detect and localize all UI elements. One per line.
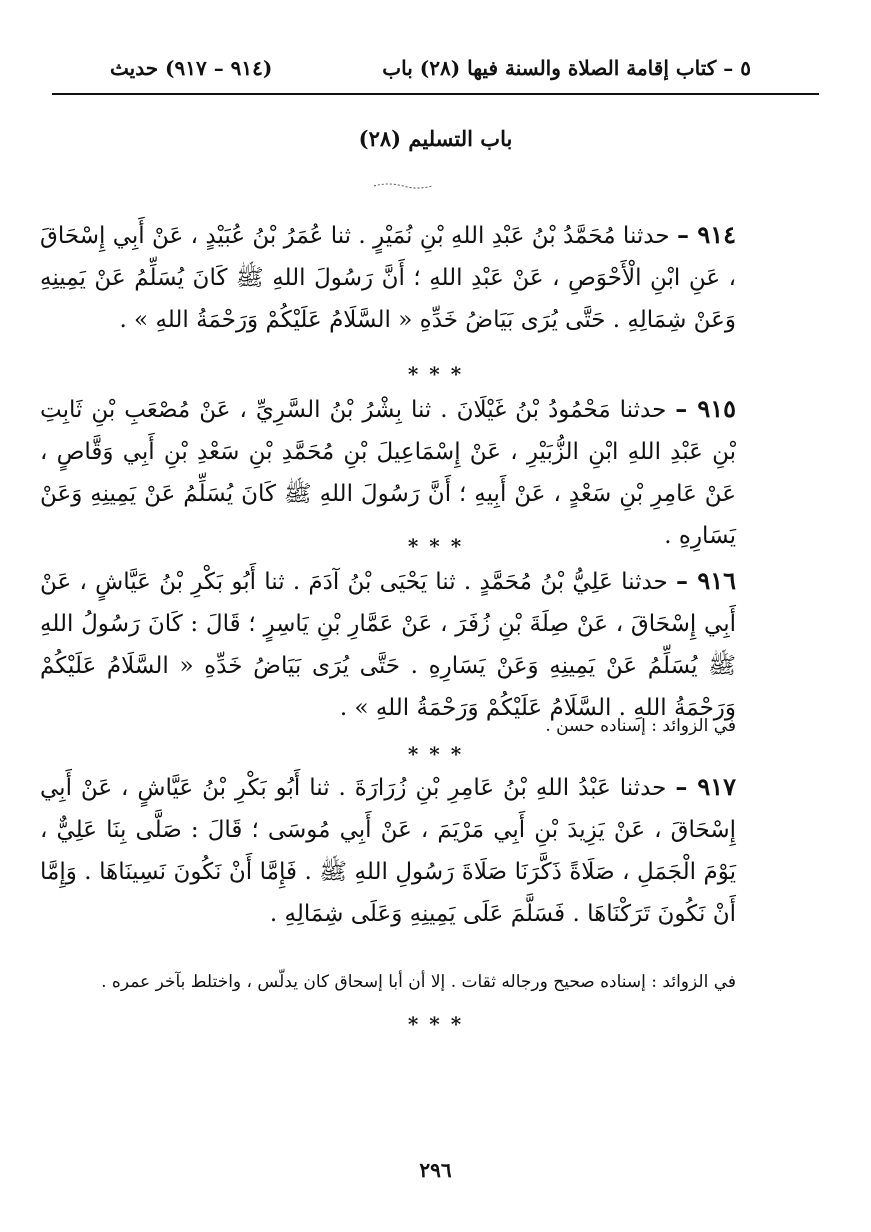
hadith-text: حدثنا عَبْدُ اللهِ بْنُ عَامِرِ بْنِ زُرَارَةَ . ثنا أَبُو بَكْرِ بْنُ عَيَّاشٍ ، عَنْ أَبِي إِسْحَاقَ ، عَنْ يَزِيدَ بْنِ أَبِي مَرْيَمَ ، عَنْ أَبِي مُوسَى ؛ قَالَ : صَلَّى بِنَا عَلِيٌّ ، يَوْمَ الْجَمَلِ ، صَلَاةً ذَكَّرَنَا صَلَاةَ رَسُولِ اللهِ ﷺ . فَإِمَّا أَنْ نَكُونَ نَسِينَاهَا . وَإِمَّا أَنْ نَكُونَ تَرَكْنَاهَا . فَسَلَّمَ عَلَى يَمِينِهِ وَعَلَى شِمَالِهِ . [40,775,736,927]
hadith-text: حدثنا مَحْمُودُ بْنُ غَيْلَانَ . ثنا بِشْرُ بْنُ السَّرِيِّ ، عَنْ مُصْعَبِ بْنِ ثَابِتِ بْنِ عَبْدِ اللهِ ابْنِ الزُّبَيْرِ ، عَنْ إِسْمَاعِيلَ بْنِ مُحَمَّدِ بْنِ سَعْدِ بْنِ أَبِي وَقَّاصٍ ، عَنْ عَامِرِ بْنِ سَعْدٍ ، عَنْ أَبِيهِ ؛ أَنَّ رَسُولَ اللهِ ﷺ كَانَ يُسَلِّمُ عَنْ يَمِينِهِ وَعَنْ يَسَارِهِ . [40,397,736,549]
header-rule [52,93,819,95]
hadith-number: ٩١٤ – [676,220,737,249]
hadith-916-note: في الزوائد : إسناده حسن . [545,716,736,736]
hadith-915 [40,388,736,557]
hadith-number: ٩١٥ – [675,394,737,423]
hadith-text: حدثنا مُحَمَّدُ بْنُ عَبْدِ اللهِ بْنِ نُمَيْرٍ . ثنا عُمَرُ بْنُ عُبَيْدٍ ، عَنْ أَبِي إِسْحَاقَ ، عَنِ ابْنِ الْأَحْوَصِ ، عَنْ عَبْدِ اللهِ ؛ أَنَّ رَسُولَ اللهِ ﷺ كَانَ يُسَلِّمُ عَنْ يَمِينِهِ وَعَنْ شِمَالِهِ . حَتَّى يُرَى بَيَاضُ خَدِّهِ « السَّلَامُ عَلَيْكُمْ وَرَحْمَةُ اللهِ » . [40,223,736,333]
hadith-914 [40,214,736,341]
page-number: ٢٩٦ [419,1158,452,1182]
running-header [100,50,751,94]
hadith-text: حدثنا عَلِيُّ بْنُ مُحَمَّدٍ . ثنا يَحْيَى بْنُ آدَمَ . ثنا أَبُو بَكْرِ بْنُ عَيَّاشٍ ، عَنْ أَبِي إِسْحَاقَ ، عَنْ صِلَةَ بْنِ زُفَرَ ، عَنْ عَمَّارِ بْنِ يَاسِرٍ ؛ قَالَ : كَانَ رَسُولُ اللهِ ﷺ يُسَلِّمُ عَنْ يَمِينِهِ وَعَنْ يَسَارِهِ . حَتَّى يُرَى بَيَاضُ خَدِّهِ « السَّلَامُ عَلَيْكُمْ وَرَحْمَةُ اللهِ . السَّلَامُ عَلَيْكُمْ وَرَحْمَةُ اللهِ » . [40,569,736,721]
title-ornament [372,182,434,190]
separator-stars: * * * [407,1012,464,1036]
hadith-number: ٩١٧ – [675,772,736,801]
chapter-title: (٢٨) باب التسليم [358,126,513,151]
header-book-chapter: ٥ – كتاب إقامة الصلاة والسنة فيها (٢٨) باب [382,56,751,80]
separator-stars: * * * [407,742,464,766]
hadith-number: ٩١٦ – [676,566,736,595]
hadith-917 [40,766,736,935]
header-hadith-range: (٩١٤ – ٩١٧) حديث [110,56,273,80]
hadith-916 [40,560,736,729]
separator-stars: * * * [407,534,464,558]
hadith-917-note: في الزوائد : إسناده صحيح ورجاله ثقات . إلا أن أبا إسحاق كان يدلّس ، واختلط بآخر عمره . [101,972,736,992]
separator-stars: * * * [407,362,464,386]
